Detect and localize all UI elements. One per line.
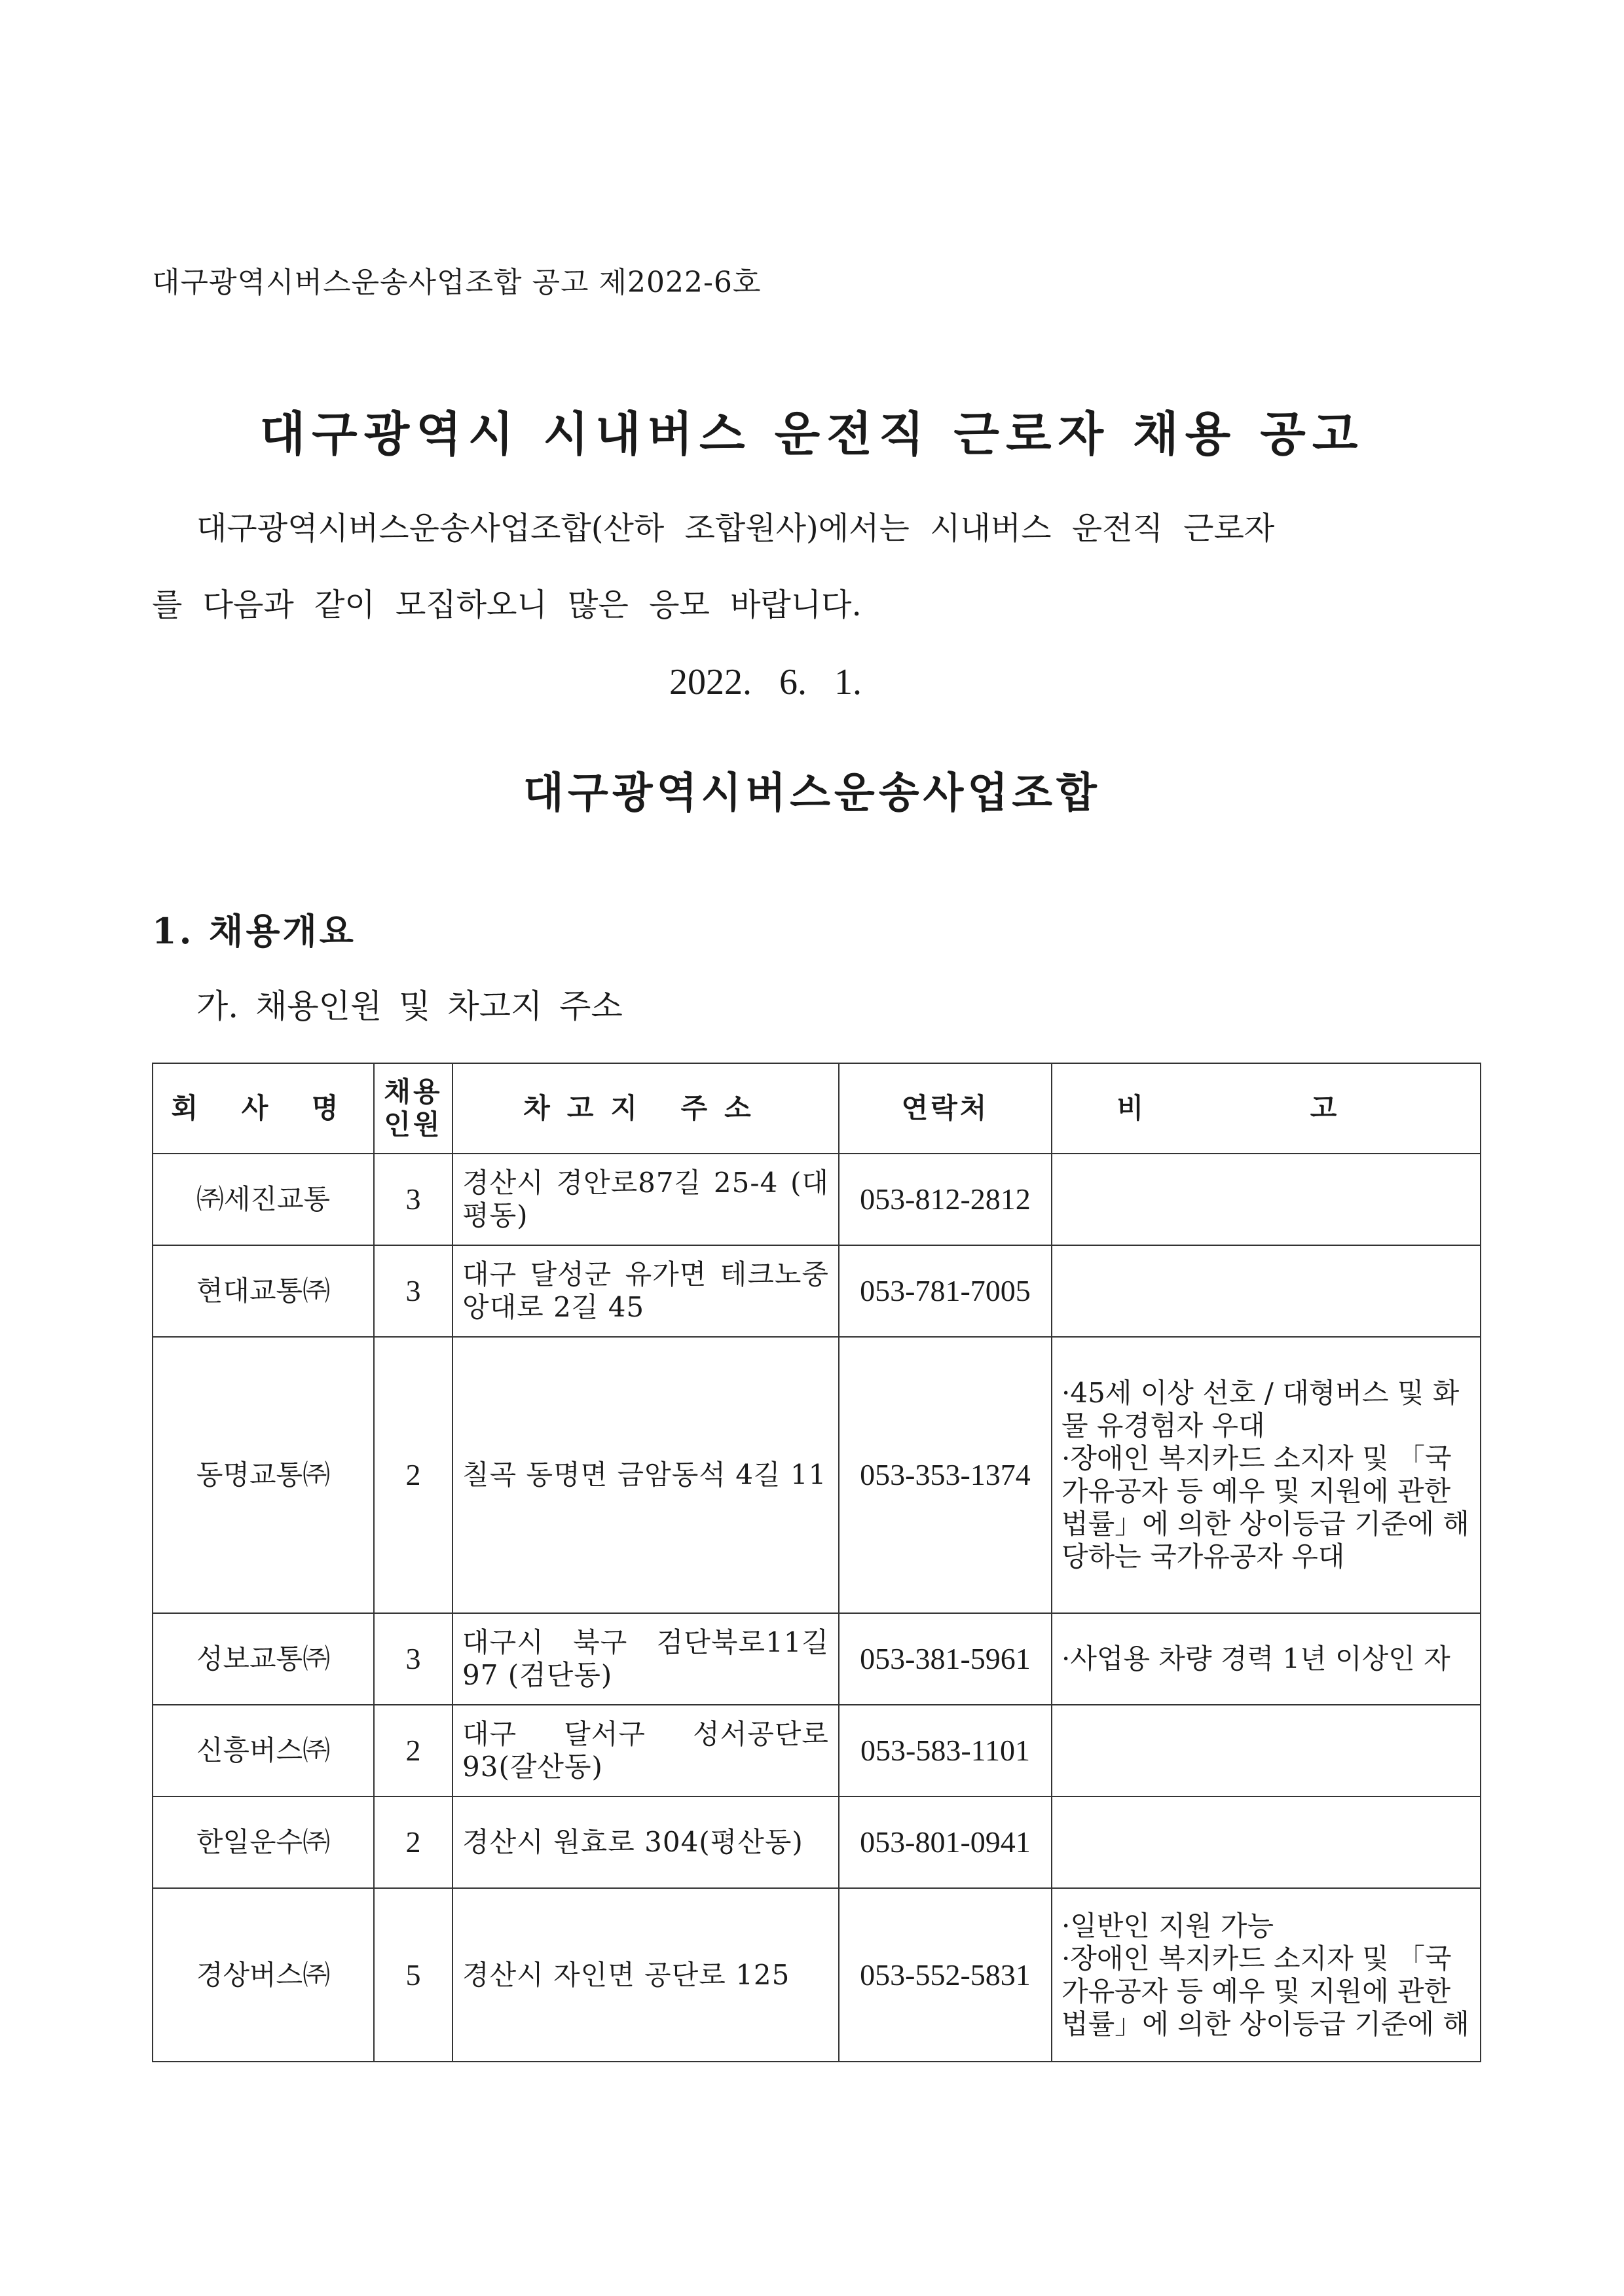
note-cell	[1052, 1888, 1481, 2062]
contact-cell: 053-781-7005	[839, 1245, 1052, 1337]
contact-cell: 053-801-0941	[839, 1796, 1052, 1888]
count-cell: 3	[374, 1245, 452, 1337]
note-line: ·일반인 지원 가능	[1061, 1909, 1274, 1942]
address-cell: 칠곡 동명면 금암동석 4길 11	[452, 1337, 839, 1613]
count-cell: 2	[374, 1705, 452, 1796]
table-row	[153, 1888, 1481, 2062]
company-cell: 한일운수㈜	[153, 1796, 374, 1888]
count-cell: 2	[374, 1337, 452, 1613]
notice-number: 대구광역시버스운송사업조합 공고 제2022-6호	[152, 266, 762, 299]
company-cell: 신흥버스㈜	[153, 1705, 374, 1796]
address-cell: 대구 달서구 성서공단로 93(갈산동)	[452, 1705, 839, 1796]
note-cell	[1052, 1796, 1481, 1888]
company-cell: 성보교통㈜	[153, 1613, 374, 1705]
contact-cell: 053-552-5831	[839, 1888, 1052, 2062]
recruitment-table	[152, 1063, 1481, 2062]
section-subheading: 가. 채용인원 및 차고지 주소	[196, 987, 623, 1025]
header-count-line-2: 인원	[384, 1108, 443, 1140]
table-row	[153, 1337, 1481, 1613]
note-cell	[1052, 1154, 1481, 1245]
section-heading: 1. 채용개요	[152, 910, 356, 952]
address-cell: 대구시 북구 검단북로11길 97 (검단동)	[452, 1613, 839, 1705]
header-count	[374, 1063, 452, 1154]
table-row	[153, 1154, 1481, 1245]
contact-cell: 053-381-5961	[839, 1613, 1052, 1705]
header-contact: 연락처	[839, 1063, 1052, 1154]
company-cell: 경상버스㈜	[153, 1888, 374, 2062]
address-cell: 경산시 원효로 304(평산동)	[452, 1796, 839, 1888]
table-row	[153, 1796, 1481, 1888]
announcement-date: 2022. 6. 1.	[669, 662, 862, 702]
table-row	[153, 1613, 1481, 1705]
intro-text-line-1: 대구광역시버스운송사업조합(산하 조합원사)에서는 시내버스 운전직 근로자	[196, 510, 1275, 547]
contact-cell: 053-353-1374	[839, 1337, 1052, 1613]
address-cell: 경산시 자인면 공단로 125	[452, 1888, 839, 2062]
table-row	[153, 1245, 1481, 1337]
header-company: 회 사 명	[153, 1063, 374, 1154]
contact-cell: 053-812-2812	[839, 1154, 1052, 1245]
count-cell: 3	[374, 1613, 452, 1705]
note-line: ·장애인 복지카드 소지자 및 「국가유공자 등 예우 및 지원에 관한 법률」에 의한 상이등급 기준에 해당하는 국가유공자 우대	[1061, 1442, 1469, 1573]
note-line: ·45세 이상 선호 / 대형버스 및 화물 유경험자 우대	[1061, 1377, 1460, 1442]
header-address: 차고지 주소	[452, 1063, 839, 1154]
note-cell	[1052, 1705, 1481, 1796]
document-title: 대구광역시 시내버스 운전직 근로자 채용 공고	[259, 406, 1365, 462]
note-cell	[1052, 1245, 1481, 1337]
count-cell: 3	[374, 1154, 452, 1245]
address-cell: 경산시 경안로87길 25-4 (대평동)	[452, 1154, 839, 1245]
table-header-row	[153, 1063, 1481, 1154]
intro-text-line-2: 를 다음과 같이 모집하오니 많은 응모 바랍니다.	[152, 587, 862, 623]
company-cell: ㈜세진교통	[153, 1154, 374, 1245]
note-cell	[1052, 1337, 1481, 1613]
count-cell: 5	[374, 1888, 452, 2062]
note-line: ·사업용 차량 경력 1년 이상인 자	[1061, 1643, 1450, 1675]
header-count-line-1: 채용	[384, 1076, 443, 1108]
issuer-name: 대구광역시버스운송사업조합	[523, 769, 1101, 818]
table-row	[153, 1705, 1481, 1796]
address-cell: 대구 달성군 유가면 테크노중앙대로 2길 45	[452, 1245, 839, 1337]
company-cell: 동명교통㈜	[153, 1337, 374, 1613]
company-cell: 현대교통㈜	[153, 1245, 374, 1337]
count-cell: 2	[374, 1796, 452, 1888]
contact-cell: 053-583-1101	[839, 1705, 1052, 1796]
note-line: ·장애인 복지카드 소지자 및 「국가유공자 등 예우 및 지원에 관한 법률」에 의한 상이등급 기준에 해	[1061, 1942, 1469, 2040]
header-note: 비 고	[1052, 1063, 1481, 1154]
note-cell	[1052, 1613, 1481, 1705]
